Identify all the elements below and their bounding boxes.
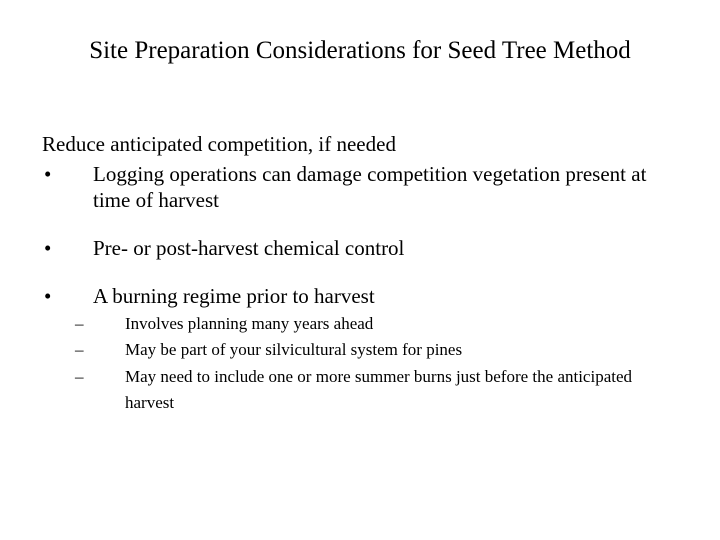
sub-bullet-text: May be part of your silvicultural system for pines <box>125 340 463 359</box>
intro-line: Reduce anticipated competition, if needed <box>42 132 396 156</box>
sub-bullet-dash: – <box>75 367 84 386</box>
bullet-text: Logging operations can damage competition vegetation present at time of harvest <box>93 162 647 212</box>
bullet-text: A burning regime prior to harvest <box>93 284 375 308</box>
sub-bullet-text: Involves planning many years ahead <box>125 314 374 333</box>
bullet-dot: • <box>44 284 52 308</box>
bullet-dot: • <box>44 236 52 260</box>
sub-bullet-text: May need to include one or more summer burns just before the anticipated harvest <box>125 367 633 412</box>
sub-bullet-dash: – <box>75 314 84 333</box>
slide-title: Site Preparation Considerations for Seed Tree Method <box>89 37 631 64</box>
bullet-dot: • <box>44 162 52 186</box>
bullet-text: Pre- or post-harvest chemical control <box>93 236 405 260</box>
sub-bullet-dash: – <box>75 340 84 359</box>
